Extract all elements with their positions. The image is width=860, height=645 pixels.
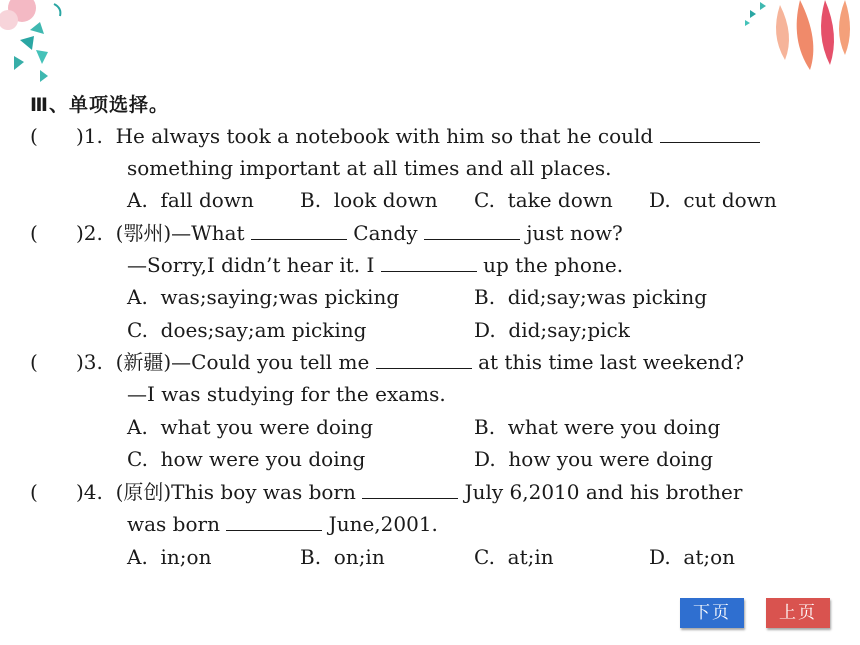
- answer-paren: ( ): [30, 350, 84, 374]
- question-stem-line-2: —I was studying for the exams.: [127, 382, 446, 406]
- option-a: A. fall down: [127, 188, 254, 212]
- question-source: (鄂州): [115, 221, 172, 245]
- question-number: 2.: [83, 221, 103, 245]
- answer-blank: [424, 221, 520, 240]
- option-c: C. at;in: [474, 545, 554, 569]
- question-source: (新疆): [115, 350, 172, 374]
- option-d: D. did;say;pick: [474, 318, 630, 342]
- question-stem: He always took a notebook with him so that he could: [115, 124, 654, 148]
- option-a: A. in;on: [127, 545, 212, 569]
- option-d: D. at;on: [649, 545, 736, 569]
- answer-paren: ( ): [30, 221, 84, 245]
- option-a: A. was;saying;was picking: [127, 285, 400, 309]
- option-c: C. how were you doing: [127, 447, 366, 471]
- answer-paren: ( ): [30, 124, 84, 148]
- option-b: B. look down: [300, 188, 438, 212]
- question-2-line-1: [30, 219, 623, 247]
- question-stem: Candy: [353, 221, 418, 245]
- next-page-button[interactable]: 下页: [680, 598, 744, 628]
- option-a: A. what you were doing: [127, 415, 374, 439]
- question-source: (原创): [115, 480, 172, 504]
- option-b: B. on;in: [300, 545, 385, 569]
- question-number: 1.: [83, 124, 103, 148]
- question-4-line-1: [30, 478, 742, 506]
- option-b: B. did;say;was picking: [474, 285, 707, 309]
- question-stem-line-2: something important at all times and all places.: [127, 156, 612, 180]
- option-d: D. cut down: [649, 188, 777, 212]
- question-stem: was born: [127, 512, 220, 536]
- question-stem: July 6,2010 and his brother: [464, 480, 743, 504]
- question-3-line-1: [30, 348, 744, 376]
- answer-blank: [226, 512, 322, 531]
- answer-blank: [381, 253, 477, 272]
- question-stem: —Could you tell me: [171, 350, 370, 374]
- option-b: B. what were you doing: [474, 415, 721, 439]
- answer-blank: [362, 480, 458, 499]
- question-stem: This boy was born: [171, 480, 356, 504]
- answer-blank: [660, 124, 760, 143]
- option-d: D. how you were doing: [474, 447, 714, 471]
- previous-page-button[interactable]: 上页: [766, 598, 830, 628]
- question-stem: —Sorry,I didn’t hear it. I: [127, 253, 375, 277]
- question-1-line-1: [30, 122, 760, 150]
- question-number: 3.: [83, 350, 103, 374]
- floral-decoration-top-right: [740, 0, 860, 75]
- question-stem: up the phone.: [483, 253, 624, 277]
- question-stem: at this time last weekend?: [478, 350, 745, 374]
- question-stem: June,2001.: [328, 512, 438, 536]
- answer-blank: [251, 221, 347, 240]
- section-title: Ⅲ、单项选择。: [30, 94, 169, 116]
- question-2-line-2: [127, 251, 623, 279]
- floral-decoration-top-left: [0, 0, 80, 90]
- option-c: C. does;say;am picking: [127, 318, 367, 342]
- answer-blank: [376, 350, 472, 369]
- question-number: 4.: [83, 480, 103, 504]
- question-stem: —What: [171, 221, 245, 245]
- question-4-line-2: [127, 510, 438, 538]
- question-stem: just now?: [526, 221, 623, 245]
- answer-paren: ( ): [30, 480, 84, 504]
- option-c: C. take down: [474, 188, 613, 212]
